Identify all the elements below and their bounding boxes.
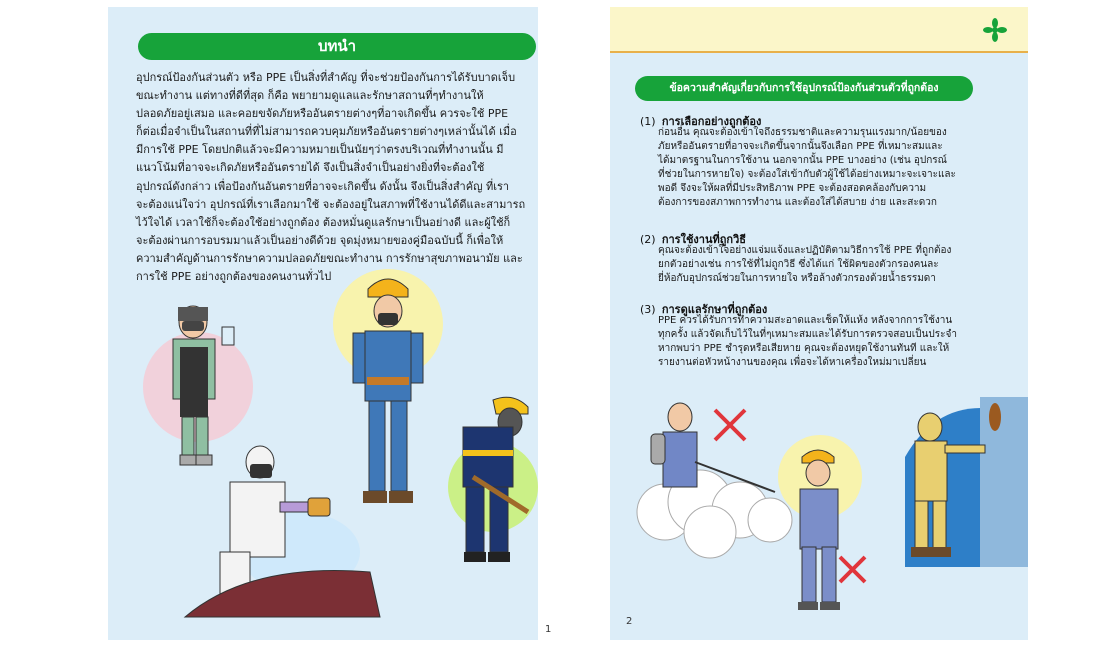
section-line: PPE ควรได้รับการทำความสะอาดและเช็ดให้แห้ง หลังจากการใช้งาน bbox=[658, 315, 953, 326]
yellow-suit-worker-illustration bbox=[885, 397, 1028, 567]
section-line: ก่อนอื่น คุณจะต้องเข้าใจถึงธรรมชาติและความรุนแรงมาก/น้อยของ bbox=[658, 127, 947, 138]
section-line: ได้มาตรฐานในการใช้งาน นอกจากนั้น PPE บางอย่าง (เช่น อุปกรณ์ bbox=[658, 155, 947, 166]
section-body bbox=[658, 244, 1008, 286]
firefighter-illustration bbox=[438, 392, 538, 572]
section-line: ยี่ห้อกับอุปกรณ์ช่วยในการหายใจ หรือล้างตัวกรองด้วยน้ำธรรมดา bbox=[658, 273, 936, 284]
section-number: (1) bbox=[640, 115, 656, 128]
section-title: การเลือกอย่างถูกต้อง bbox=[661, 115, 762, 128]
section-line: ภัยหรืออันตรายที่อาจจะเกิดขึ้นจากนั้นจึงเลือก PPE ที่เหมาะสมและ bbox=[658, 141, 943, 152]
section-title: การดูแลรักษาที่ถูกต้อง bbox=[661, 303, 768, 316]
intro-line: จะต้องผ่านการอบรมมาแล้วเป็นอย่างดีด้วย จุดมุ่งหมายของคู่มือฉบับนี้ ก็เพื่อให้ bbox=[136, 233, 504, 247]
header-band bbox=[610, 7, 1028, 53]
section-number: (2) bbox=[640, 233, 656, 246]
right-page bbox=[610, 7, 1028, 640]
section-body bbox=[658, 314, 1008, 370]
intro-line: อุปกรณ์ป้องกันส่วนตัว หรือ PPE เป็นสิ่งที่สำคัญ ที่จะช่วยป้องกันการได้รับบาดเจ็บ bbox=[136, 71, 516, 84]
intro-line: แนวโน้มที่อาจจะเกิดภัยหรืออันตรายได้ จึงเป็นสิ่งจำเป็นอย่างยิ่งที่จะต้องใช้ bbox=[136, 161, 485, 175]
intro-line: ก็ต่อเมื่อจำเป็นในสถานที่ที่ไม่สามารถควบคุมภัยหรืออันตรายต่างๆเหล่านั้นได้ เมื่อ bbox=[136, 125, 517, 139]
section-line: รายงานต่อหัวหน้างานของคุณ เพื่อจะได้หาเครื่องใหม่มาเปลี่ยน bbox=[658, 357, 927, 368]
section-line: ต้องการของสภาพการทำงาน และต้องใส่ได้สบาย ง่าย และสะดวก bbox=[658, 197, 937, 208]
red-x-icon bbox=[840, 557, 865, 582]
section-body bbox=[658, 126, 1008, 210]
section-number: (3) bbox=[640, 303, 656, 316]
banner-pill: ข้อความสำคัญเกี่ยวกับการใช้อุปกรณ์ป้องกันส่วนตัวที่ถูกต้อง bbox=[635, 76, 973, 101]
section-line: ยกตัวอย่างเช่น การใช้ที่ไม่ถูกวิธี ซึ่งได้แก่ ใช้ผิดของตัวกรองคนละ bbox=[658, 259, 939, 270]
red-x-icon bbox=[715, 410, 745, 440]
page-number: 1 bbox=[545, 624, 552, 635]
intro-line: จะต้องแน่ใจว่า อุปกรณ์ที่เราเลือกมาใช้ จะต้องอยู่ในสภาพที่ใช้งานได้ดีและสามารถ bbox=[136, 197, 526, 211]
section-title: การใช้งานที่ถูกวิธี bbox=[661, 233, 746, 246]
logo-icon bbox=[982, 17, 1008, 43]
spray-painter-illustration bbox=[180, 432, 400, 622]
intro-line: อุปกรณ์ดังกล่าว เพื่อป้องกันอันตรายที่อาจจะเกิดขึ้น ดังนั้น จึงเป็นสิ่งสำคัญ ที่เรา bbox=[136, 179, 510, 193]
intro-line: ขณะทำงาน แต่ทางที่ดีที่สุด ก็คือ พยายามดูแลและรักษาสถานที่ๆทำงานให้ bbox=[136, 89, 484, 103]
page-number: 2 bbox=[626, 616, 633, 627]
intro-line: การใช้ PPE อย่างถูกต้องของคนงานทั่วไป bbox=[136, 270, 332, 284]
intro-line: มีการใช้ PPE โดยปกติแล้วจะมีความหมายเป็นนัยๆว่าตรงบริเวณที่ทำงานนั้น มี bbox=[136, 143, 504, 157]
intro-line: ความสำคัญด้านการรักษาความปลอดภัยขณะทำงาน การรักษาสุขภาพอนามัย และ bbox=[136, 251, 523, 265]
intro-line: ปลอดภัยอยู่เสมอ และคอยขจัดภัยหรืออันตรายต่างๆที่อาจเกิดขึ้น ควรจะใช้ PPE bbox=[136, 107, 509, 121]
intro-paragraph bbox=[136, 69, 536, 286]
section-line: พอดี จึงจะให้ผลที่มีประสิทธิภาพ PPE จะต้องสอดคล้องกับความ bbox=[658, 183, 927, 194]
section-line: ที่ช่วยในการหายใจ) จะต้องใส่เข้ากับตัวผู้ใช้ได้อย่างเหมาะจะเจาะและ bbox=[658, 169, 956, 180]
intro-line: ไว้ใจได้ เวลาใช้ก็จะต้องใช้อย่างถูกต้อง ต้องหมั่นดูแลรักษาเป็นอย่างดี และผู้ใช้ก็ bbox=[136, 215, 511, 229]
section-line: หากพบว่า PPE ชำรุดหรือเสียหาย คุณจะต้องหยุดใช้งานทันที และให้ bbox=[658, 343, 950, 354]
heading-pill: บทนำ bbox=[138, 33, 536, 60]
section-line: ทุกครั้ง แล้วจัดเก็บไว้ในที่ๆเหมาะสมและได้รับการตรวจสอบเป็นประจำ bbox=[658, 329, 957, 340]
section-line: คุณจะต้องเข้าใจอย่างแจ่มแจ้งและปฏิบัติตามวิธีการใช้ PPE ที่ถูกต้อง bbox=[658, 245, 952, 256]
wrong-fit-illustration bbox=[770, 437, 870, 617]
left-page bbox=[108, 7, 552, 640]
